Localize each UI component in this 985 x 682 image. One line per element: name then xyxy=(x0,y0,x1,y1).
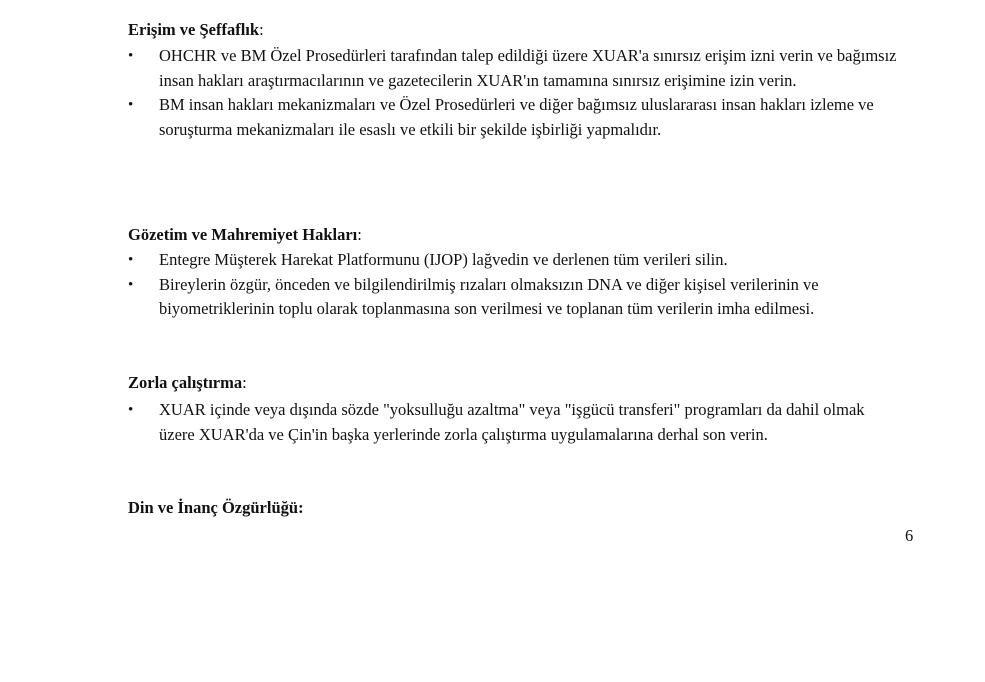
section-heading xyxy=(128,371,898,395)
section-heading xyxy=(128,496,898,520)
section-surveillance-privacy xyxy=(128,223,898,322)
section-heading xyxy=(128,18,898,42)
bullet-list xyxy=(128,248,898,322)
section-heading xyxy=(128,223,898,247)
list-item xyxy=(128,44,898,93)
section-freedom-of-religion xyxy=(128,496,898,520)
bullet-marker: • xyxy=(128,276,134,293)
bullet-list xyxy=(128,398,898,447)
bullet-marker: • xyxy=(128,48,134,64)
section-title: Din ve İnanç Özgürlüğü: xyxy=(128,498,304,517)
section-title-suffix: : xyxy=(259,20,264,39)
list-item xyxy=(128,398,898,447)
list-item-text: Bireylerin özgür, önceden ve bilgilendirilmiş rızaları olmaksızın DNA ve diğer kişisel verilerinin ve biyometriklerinin toplu olarak toplanmasına son verilmesi ve toplanan tüm verilerin imha edilmesi. xyxy=(159,274,819,318)
list-item-text: XUAR içinde veya dışında sözde "yoksulluğu azaltma" veya "işgücü transferi" programları da dahil olmak üzere XUAR'da ve Çin'in başka yerlerinde zorla çalıştırma uygulamalarına derhal son verin. xyxy=(159,400,865,444)
section-forced-labor xyxy=(128,371,898,447)
page-number: 6 xyxy=(905,526,914,545)
bullet-marker: • xyxy=(128,402,134,418)
section-title: Zorla çalıştırma xyxy=(128,373,243,392)
list-item-text: BM insan hakları mekanizmaları ve Özel Prosedürleri ve diğer bağımsız uluslararası insan hakları izleme ve soruşturma mekanizmaları ile esaslı ve etkili bir şekilde işbirliği yapmalıdır. xyxy=(159,95,874,139)
list-item xyxy=(128,248,898,273)
bullet-marker: • xyxy=(128,97,134,113)
section-title: Erişim ve Şeffaflık xyxy=(128,20,260,39)
section-access-transparency xyxy=(128,18,898,142)
bullet-list xyxy=(128,44,898,142)
section-title-suffix: : xyxy=(242,373,247,392)
section-title: Gözetim ve Mahremiyet Hakları xyxy=(128,225,358,244)
section-title-suffix: : xyxy=(357,225,362,244)
list-item xyxy=(128,273,898,322)
bullet-marker: • xyxy=(128,252,134,268)
list-item-text: OHCHR ve BM Özel Prosedürleri tarafından talep edildiği üzere XUAR'a sınırsız erişim izni verin ve bağımsız insan hakları araştırmacılarının ve gazetecilerin XUAR'ın tamamına sınırsız erişimine izin verin. xyxy=(159,46,897,90)
list-item-text: Entegre Müşterek Harekat Platformunu (IJOP) lağvedin ve derlenen tüm verileri silin. xyxy=(159,250,728,269)
list-item xyxy=(128,93,898,142)
